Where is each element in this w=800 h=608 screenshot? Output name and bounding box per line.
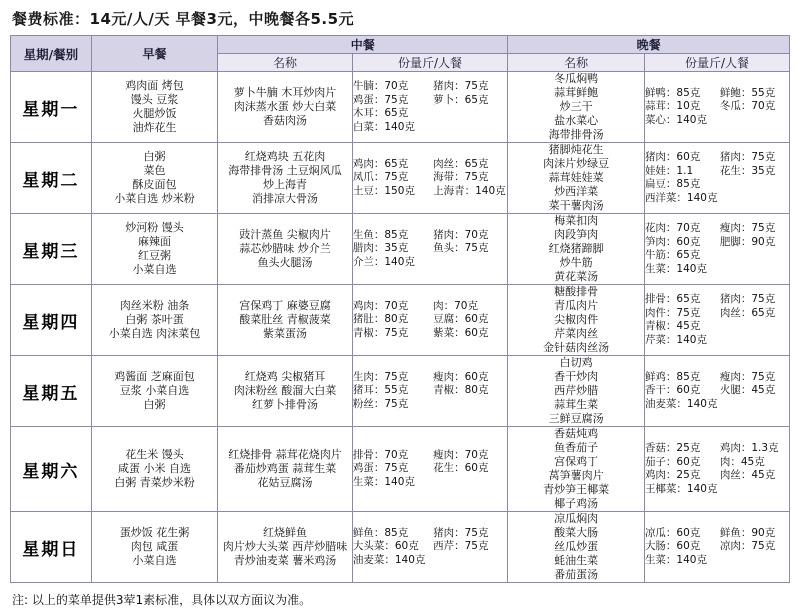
dinner-portions-row <box>645 249 789 263</box>
table-row <box>11 214 790 285</box>
dinner-dish-names-line: 红烧猪蹄脚 <box>548 242 604 255</box>
lunch-dish-names-line: 肉沫蒸水蛋 炒大白菜 <box>233 100 337 113</box>
lunch-portions-row <box>353 107 507 121</box>
dinner-portions-right: 冬瓜：70克 <box>719 100 776 113</box>
breakfast-items-line: 咸蛋 小米 自选 <box>117 462 191 475</box>
lunch-portions-left: 土豆：150克 <box>352 184 415 197</box>
lunch-portions-right <box>433 256 507 270</box>
breakfast-items-line: 豆浆 小菜自选 <box>119 384 190 397</box>
dinner-portions <box>644 214 789 285</box>
dinner-portions-left: 茄子：60克 <box>644 455 701 468</box>
lunch-portions-row <box>353 398 507 412</box>
dinner-portions-right: 肥脚：90克 <box>719 235 776 248</box>
breakfast-items-line: 油炸花生 <box>132 121 177 134</box>
lunch-dish-names-line: 炒上海青 <box>263 178 307 191</box>
lunch-portions <box>352 356 507 427</box>
lunch-dish-names-line: 青炒油麦菜 薯米鸡汤 <box>233 554 337 567</box>
dinner-dish-names-line: 炒西洋菜 <box>554 185 599 198</box>
dinner-portions-right: 猪肉：75克 <box>719 151 776 163</box>
dinner-portions-left: 扁豆：85克 <box>644 178 701 190</box>
lunch-portions-left: 生肉：75克 <box>352 370 409 383</box>
dinner-portions-right: 凉肉：75克 <box>719 540 776 553</box>
dinner-portions-row <box>645 554 789 568</box>
dinner-portions-row <box>645 100 789 114</box>
lunch-portions-right <box>433 476 507 490</box>
header-dinner-portion: 份量斤/人餐 <box>644 54 789 72</box>
dinner-portions-right: 鲜鲍：55克 <box>719 86 776 99</box>
day-label: 星期三 <box>11 214 92 285</box>
lunch-portions-right: 瘦肉：60克 <box>433 370 489 383</box>
breakfast-items-line: 白粥 茶叶蛋 <box>125 313 184 326</box>
dinner-portions-row <box>645 456 789 470</box>
lunch-dish-names <box>218 427 353 512</box>
dinner-portions-row <box>645 371 789 385</box>
dinner-portions-right <box>720 483 789 497</box>
breakfast-items <box>91 72 217 143</box>
dinner-portions-row <box>645 87 789 101</box>
lunch-portions-right <box>433 107 507 121</box>
lunch-portions-left: 腊肉：35克 <box>352 242 409 255</box>
dinner-dish-names-line: 蒜茸鲜鲍 <box>554 86 599 99</box>
lunch-dish-names-line: 豉汁蒸鱼 尖椒肉片 <box>239 228 331 241</box>
breakfast-items-line: 小菜自选 肉沫菜包 <box>108 327 201 340</box>
dinner-portions-left: 花肉：70克 <box>644 222 701 234</box>
breakfast-items-line: 酥皮面包 <box>132 178 177 191</box>
breakfast-items <box>91 512 217 583</box>
lunch-portions-right: 花生：60克 <box>433 462 489 475</box>
header-dinner: 晚餐 <box>508 36 790 54</box>
breakfast-items-line: 鸡酱面 芝麻面包 <box>114 370 195 383</box>
dinner-portions-left: 大肠：60克 <box>644 540 701 553</box>
dinner-portions-right: 瘦肉：75克 <box>719 222 776 234</box>
dinner-portions-right <box>720 249 789 263</box>
dinner-portions-left: 牛筋：65克 <box>644 249 701 261</box>
lunch-dish-names-line: 红烧鲜鱼 <box>263 526 307 539</box>
lunch-portions-right: 萝卜：65克 <box>433 93 489 106</box>
dinner-portions-left: 猪肉：60克 <box>644 151 701 163</box>
header-lunch-name: 名称 <box>218 54 353 72</box>
dinner-dish-names-line: 肉沫片炒绿豆 <box>543 157 610 170</box>
lunch-portions-right <box>433 121 507 135</box>
lunch-portions-right: 海带：75克 <box>433 171 489 184</box>
dinner-dish-names <box>508 285 645 356</box>
dinner-dish-names-line: 椰子鸡汤 <box>554 497 599 510</box>
header-breakfast: 早餐 <box>91 36 217 72</box>
dinner-dish-names <box>508 427 645 512</box>
breakfast-items <box>91 285 217 356</box>
dinner-portions-row <box>645 165 789 179</box>
lunch-dish-names-line: 酸菜肚丝 青椒菠菜 <box>239 313 331 326</box>
dinner-dish-names-line: 冬瓜焖鸭 <box>554 72 599 85</box>
lunch-portions-row <box>353 313 507 327</box>
day-label: 星期六 <box>11 427 92 512</box>
lunch-dish-names-line: 消排凉大骨汤 <box>252 192 318 205</box>
dinner-portions <box>644 356 789 427</box>
lunch-dish-names-line: 萝卜牛腩 木耳炒肉片 <box>233 86 337 99</box>
lunch-dish-names-line: 番茄炒鸡蛋 蒜茸生菜 <box>233 462 337 475</box>
dinner-dish-names-line: 宫保鸡丁 <box>554 455 599 468</box>
lunch-portions-left: 木耳：65克 <box>352 107 409 119</box>
lunch-portions-right: 肉：70克 <box>433 299 478 312</box>
breakfast-items-line: 白粥 青菜炒米粉 <box>114 476 195 489</box>
lunch-portions-left: 鸡蛋：75克 <box>352 93 409 106</box>
breakfast-items-line: 白粥 <box>143 398 166 411</box>
dinner-portions-left: 王椰菜：140克 <box>644 482 718 495</box>
day-label: 星期日 <box>11 512 92 583</box>
lunch-dish-names-line: 红烧排骨 蒜茸花烧肉片 <box>228 448 342 461</box>
lunch-dish-names <box>218 143 353 214</box>
lunch-portions-row <box>353 554 507 568</box>
dinner-dish-names-line: 白切鸡 <box>559 356 593 369</box>
dinner-dish-names-line: 炒三干 <box>559 100 593 113</box>
lunch-portions-left: 大头菜：60克 <box>352 540 419 553</box>
lunch-portions <box>352 512 507 583</box>
breakfast-items-line: 花生米 馒头 <box>125 448 184 461</box>
lunch-portions-row <box>353 158 507 172</box>
dinner-portions-row <box>645 307 789 321</box>
dinner-portions-left: 蒜茸：10克 <box>644 100 701 113</box>
dinner-dish-names-line: 芹菜肉丝 <box>554 327 599 340</box>
table-row <box>11 427 790 512</box>
lunch-portions-left: 鲜鱼：85克 <box>352 526 409 539</box>
dinner-dish-names-line: 黄花菜汤 <box>554 270 599 283</box>
lunch-portions-right: 肉丝：65克 <box>433 157 489 170</box>
table-row <box>11 512 790 583</box>
lunch-dish-names-line: 宫保鸡丁 麻婆豆腐 <box>239 299 331 312</box>
lunch-portions-row <box>353 476 507 490</box>
dinner-dish-names-line: 金针菇肉丝汤 <box>543 341 610 354</box>
dinner-portions <box>644 285 789 356</box>
dinner-portions-right <box>720 178 789 192</box>
dinner-portions-right <box>720 554 789 568</box>
lunch-dish-names-line: 红烧鸡 尖椒猪耳 <box>244 370 326 383</box>
lunch-dish-names <box>218 285 353 356</box>
lunch-portions-left: 生菜：140克 <box>352 475 415 488</box>
dinner-dish-names-line: 青炒笋王椰菜 <box>543 483 610 496</box>
breakfast-items <box>91 143 217 214</box>
lunch-portions <box>352 214 507 285</box>
header-lunch: 中餐 <box>218 36 508 54</box>
dinner-portions-right: 花生：35克 <box>719 164 776 177</box>
dinner-portions-row <box>645 527 789 541</box>
dinner-portions-left: 西洋菜：140克 <box>644 191 718 204</box>
dinner-portions-row <box>645 222 789 236</box>
dinner-portions-row <box>645 293 789 307</box>
dinner-portions-right <box>720 263 789 277</box>
day-label: 星期二 <box>11 143 92 214</box>
dinner-dish-names-line: 西芹炒腊 <box>554 384 599 397</box>
lunch-portions-row <box>353 185 507 199</box>
lunch-portions-right <box>433 398 507 412</box>
lunch-portions-left: 猪肚：80克 <box>352 313 409 326</box>
breakfast-items-line: 鸡肉面 烤包 <box>125 79 184 92</box>
dinner-portions-left: 生菜：140克 <box>644 553 707 566</box>
dinner-portions-right <box>720 398 789 412</box>
breakfast-items-line: 馒头 豆浆 <box>130 93 179 106</box>
lunch-portions-right: 瘦肉：70克 <box>433 448 489 461</box>
dinner-dish-names-line: 凉瓜焖肉 <box>554 512 599 525</box>
dinner-portions-right: 鸡肉：1.3克 <box>719 442 779 454</box>
lunch-portions-row <box>353 80 507 94</box>
lunch-portions-left: 粉丝：75克 <box>352 397 409 410</box>
dinner-portions-left: 笋肉：60克 <box>644 235 701 248</box>
lunch-dish-names-line: 红萝卜排骨汤 <box>252 398 318 411</box>
dinner-portions-row <box>645 334 789 348</box>
lunch-portions <box>352 285 507 356</box>
dinner-portions <box>644 72 789 143</box>
table-row <box>11 356 790 427</box>
lunch-portions <box>352 72 507 143</box>
breakfast-items-line: 小菜自选 <box>132 263 177 276</box>
dinner-dish-names-line: 尖椒肉件 <box>554 313 599 326</box>
dinner-portions-row <box>645 178 789 192</box>
dinner-portions-right: 火腿：45克 <box>719 384 776 397</box>
lunch-portions-right: 上海青：140克 <box>433 184 506 197</box>
dinner-portions-row <box>645 263 789 277</box>
lunch-portions-left: 介兰：140克 <box>352 255 415 268</box>
dinner-portions-row <box>645 483 789 497</box>
dinner-portions-right: 肉丝：65克 <box>719 306 776 319</box>
dinner-dish-names-line: 三鲜豆腐汤 <box>548 412 604 425</box>
lunch-portions-left: 排骨：70克 <box>352 448 409 461</box>
lunch-dish-names <box>218 214 353 285</box>
lunch-portions-left: 鸡蛋：75克 <box>352 462 409 475</box>
dinner-portions-right <box>720 334 789 348</box>
lunch-portions-right: 猪肉：75克 <box>433 526 489 539</box>
lunch-portions-right: 猪肉：70克 <box>433 228 489 241</box>
lunch-portions-right: 豆腐：60克 <box>433 313 489 326</box>
dinner-portions-right: 肉：45克 <box>719 455 765 468</box>
lunch-dish-names-line: 蒜芯炒腊味 炒介兰 <box>239 242 331 255</box>
lunch-portions-row <box>353 300 507 314</box>
dinner-portions-row <box>645 192 789 206</box>
lunch-dish-names <box>218 72 353 143</box>
dinner-dish-names-line: 梅菜扣肉 <box>554 214 599 227</box>
dinner-portions-left: 鲜鸭：85克 <box>644 86 701 99</box>
lunch-portions-row <box>353 527 507 541</box>
dinner-dish-names-line: 蒜茸生菜 <box>554 398 599 411</box>
breakfast-items-line: 菜色 <box>143 164 166 177</box>
breakfast-items <box>91 214 217 285</box>
dinner-dish-names <box>508 512 645 583</box>
dinner-portions-left: 香干：60克 <box>644 384 701 397</box>
dinner-portions-row <box>645 384 789 398</box>
breakfast-items-line: 小菜自选 炒米粉 <box>114 192 195 205</box>
lunch-portions <box>352 143 507 214</box>
dinner-portions-row <box>645 442 789 456</box>
lunch-portions-row <box>353 256 507 270</box>
lunch-portions <box>352 427 507 512</box>
lunch-portions-left: 白菜：140克 <box>352 120 415 133</box>
header-lunch-portion: 份量斤/人餐 <box>352 54 507 72</box>
table-body <box>11 72 790 583</box>
table-header-row-1 <box>11 36 790 54</box>
dinner-portions-left: 香菇：25克 <box>644 442 701 454</box>
dinner-dish-names-line: 糖酸排骨 <box>554 285 599 298</box>
lunch-portions-right: 猪肉：75克 <box>433 80 489 92</box>
lunch-portions-left: 生鱼：85克 <box>352 228 409 241</box>
dinner-dish-names-line: 海带排骨汤 <box>548 128 604 141</box>
dinner-dish-names-line: 肉段笋肉 <box>554 228 599 241</box>
lunch-portions-row <box>353 229 507 243</box>
lunch-portions-left: 青椒：75克 <box>352 326 409 339</box>
dinner-portions-right <box>720 192 789 206</box>
dinner-portions-right: 鲜鱼：90克 <box>719 526 776 539</box>
lunch-portions-row <box>353 171 507 185</box>
breakfast-items <box>91 427 217 512</box>
dinner-portions-left: 凉瓜：60克 <box>644 526 701 539</box>
lunch-dish-names-line: 红烧鸡块 五花肉 <box>244 150 326 163</box>
dinner-dish-names-line: 鱼香茄子 <box>554 441 599 454</box>
lunch-dish-names-line: 肉片炒大头菜 西芹炒腊味 <box>222 540 348 553</box>
footnote: 注: 以上的菜单提供3荤1素标准，具体以双方面议为准。 <box>12 593 312 607</box>
dinner-dish-names-line: 猪脚炖花生 <box>548 143 604 156</box>
dinner-portions-left: 菜心：140克 <box>644 113 707 126</box>
lunch-portions-row <box>353 94 507 108</box>
dinner-dish-names-line: 炒牛筋 <box>559 256 593 269</box>
dinner-portions-left: 油麦菜：140克 <box>644 397 718 410</box>
day-label: 星期四 <box>11 285 92 356</box>
dinner-portions-left: 排骨：65克 <box>644 293 701 305</box>
header-dinner-name: 名称 <box>508 54 645 72</box>
dinner-portions-row <box>645 320 789 334</box>
dinner-portions-left: 芹菜：140克 <box>644 333 707 346</box>
dinner-portions-row <box>645 151 789 165</box>
breakfast-items-line: 炒河粉 馒头 <box>125 221 184 234</box>
dinner-dish-names <box>508 72 645 143</box>
breakfast-items <box>91 356 217 427</box>
dinner-portions <box>644 143 789 214</box>
lunch-portions-left: 牛腩：70克 <box>352 80 409 92</box>
lunch-portions-right <box>433 554 507 568</box>
dinner-portions <box>644 427 789 512</box>
lunch-portions-row <box>353 242 507 256</box>
dinner-portions-right <box>720 114 789 128</box>
lunch-dish-names-line: 紫菜蛋汤 <box>263 327 307 340</box>
dinner-dish-names <box>508 356 645 427</box>
lunch-portions-right: 青椒：80克 <box>433 384 489 397</box>
dinner-portions-row <box>645 236 789 250</box>
lunch-portions-left: 鸡肉：70克 <box>352 299 409 312</box>
lunch-portions-row <box>353 462 507 476</box>
lunch-portions-right: 鱼头：75克 <box>433 242 489 255</box>
dinner-portions-row <box>645 540 789 554</box>
lunch-portions-right: 西芹：75克 <box>433 540 489 553</box>
page-title: 餐费标准：14元/人/天 早餐3元，中晚餐各5.5元 <box>12 10 355 28</box>
breakfast-items-line: 红豆粥 <box>137 249 171 262</box>
lunch-portions-left: 鸡肉：65克 <box>352 157 409 170</box>
lunch-portions-left: 猪耳：55克 <box>352 384 409 397</box>
day-label: 星期五 <box>11 356 92 427</box>
table-row <box>11 143 790 214</box>
lunch-portions-left: 油麦菜：140克 <box>352 553 426 566</box>
header-day-meal: 星期/餐别 <box>11 36 92 72</box>
dinner-portions-left: 肉件：75克 <box>644 306 701 319</box>
dinner-dish-names-line: 番茄蛋汤 <box>554 568 599 581</box>
breakfast-items-line: 小菜自选 <box>132 554 177 567</box>
dinner-dish-names-line: 青瓜肉片 <box>554 299 599 312</box>
lunch-portions-row <box>353 540 507 554</box>
lunch-portions-row <box>353 384 507 398</box>
dinner-dish-names <box>508 214 645 285</box>
dinner-portions-left: 青椒：45克 <box>644 320 701 332</box>
lunch-dish-names-line: 香菇肉汤 <box>263 114 307 127</box>
table-row <box>11 72 790 143</box>
lunch-dish-names-line: 鱼头火腿汤 <box>257 256 313 269</box>
lunch-dish-names-line: 肉沫粉丝 酸溜大白菜 <box>233 384 337 397</box>
day-label: 星期一 <box>11 72 92 143</box>
dinner-dish-names <box>508 143 645 214</box>
lunch-portions-left: 凤爪：75克 <box>352 171 409 184</box>
breakfast-items-line: 肉包 咸蛋 <box>130 540 179 553</box>
lunch-portions-row <box>353 121 507 135</box>
dinner-portions-row <box>645 469 789 483</box>
dinner-portions-right <box>720 320 789 334</box>
dinner-portions-row <box>645 114 789 128</box>
dinner-dish-names-line: 酸菜大肠 <box>554 526 599 539</box>
lunch-portions-row <box>353 327 507 341</box>
dinner-portions-right: 瘦肉：75克 <box>719 370 776 383</box>
dinner-dish-names-line: 香干炒肉 <box>554 370 599 383</box>
lunch-portions-right: 紫菜：60克 <box>433 326 489 339</box>
lunch-dish-names-line: 花姑豆腐汤 <box>257 476 313 489</box>
dinner-portions-right: 肉丝：45克 <box>719 469 776 481</box>
lunch-dish-names-line: 海带排骨汤 土豆焖风瓜 <box>228 164 342 177</box>
dinner-portions-row <box>645 398 789 412</box>
dinner-dish-names-line: 蚝油生菜 <box>554 554 599 567</box>
dinner-dish-names-line: 菜干薯肉汤 <box>548 199 604 212</box>
dinner-portions <box>644 512 789 583</box>
dinner-dish-names-line: 莴笋薯肉片 <box>548 469 604 482</box>
dinner-dish-names-line: 蒜茸娃娃菜 <box>548 171 604 184</box>
dinner-dish-names-line: 盐水菜心 <box>554 114 599 127</box>
dinner-portions-left: 鲜鸡：85克 <box>644 370 701 383</box>
dinner-dish-names-line: 香菇炖鸡 <box>554 427 599 440</box>
table-row <box>11 285 790 356</box>
dinner-portions-left: 生菜：140克 <box>644 262 707 275</box>
lunch-dish-names <box>218 512 353 583</box>
lunch-dish-names <box>218 356 353 427</box>
meal-schedule-table <box>10 35 790 583</box>
dinner-portions-right: 猪肉：75克 <box>719 293 776 305</box>
breakfast-items-line: 麻辣面 <box>137 235 171 248</box>
breakfast-items-line: 蛋炒饭 花生粥 <box>119 526 190 539</box>
dinner-portions-left: 娃娃：1.1 <box>644 164 694 177</box>
dinner-portions-left: 鸡肉：25克 <box>644 469 701 481</box>
dinner-dish-names-line: 丝瓜炒蛋 <box>554 540 599 553</box>
lunch-portions-row <box>353 371 507 385</box>
lunch-portions-row <box>353 449 507 463</box>
breakfast-items-line: 肉丝米粉 油条 <box>119 299 190 312</box>
breakfast-items-line: 白粥 <box>143 150 166 163</box>
breakfast-items-line: 火腿炒饭 <box>132 107 177 120</box>
